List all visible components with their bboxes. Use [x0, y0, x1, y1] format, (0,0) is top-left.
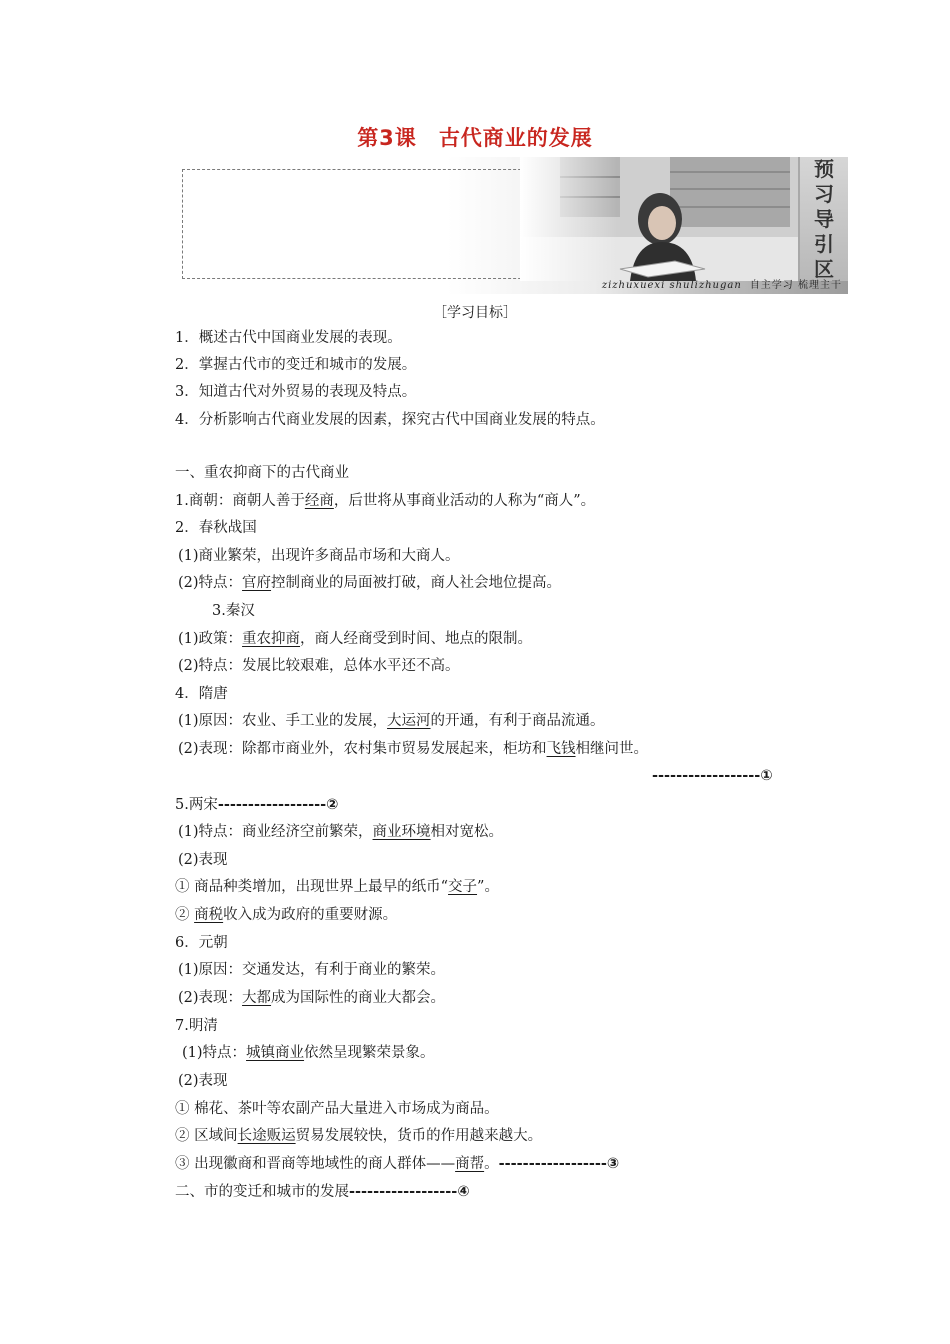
blank-answer: 交子 [448, 879, 478, 895]
text-line: (1)原因：农业、手工业的发展，大运河的开通，有利于商品流通。 [178, 713, 605, 729]
blank-answer: 商业环境 [372, 824, 431, 840]
lesson-number: 第3课 [357, 126, 417, 150]
subheading: 7.明清 [175, 1018, 218, 1034]
subheading: 4．隋唐 [175, 686, 228, 702]
text-line: ③ 出现徽商和晋商等地域性的商人群体——商帮。------------------③ [175, 1156, 620, 1172]
preview-section-label: 预 习 导 引 区 [800, 157, 848, 281]
goal-item: 3．知道古代对外贸易的表现及特点。 [175, 384, 417, 400]
student-reading-photo [520, 157, 798, 281]
goal-item: 2．掌握古代市的变迁和城市的发展。 [175, 357, 417, 373]
banner-caption: zizhuxuexi shulizhugan 自主学习 梳理主干 [601, 280, 842, 291]
goals-heading: ［学习目标］ [433, 305, 517, 321]
text-line: (2)表现：大都成为国际性的商业大都会。 [178, 990, 446, 1006]
blank-answer: 重农抑商 [242, 631, 301, 647]
text-line: 1.商朝：商朝人善于经商，后世将从事商业活动的人称为“商人”。 [175, 493, 596, 509]
text-line: (1)特点：城镇商业依然呈现繁荣景象。 [182, 1045, 435, 1061]
blank-answer: 大运河 [387, 713, 431, 729]
text-line: (2)表现：除都市商业外，农村集市贸易发展起来，柜坊和飞钱相继问世。 [178, 741, 649, 757]
page-title [0, 122, 950, 152]
section-heading: 一、重农抑商下的古代商业 [175, 465, 349, 481]
section-marker-3: ------------------③ [498, 1156, 620, 1172]
text-line: ② 区域间长途贩运贸易发展较快，货币的作用越来越大。 [175, 1128, 543, 1144]
preview-banner [180, 157, 848, 294]
text-line: (1)特点：商业经济空前繁荣，商业环境相对宽松。 [178, 824, 504, 840]
text-line: (2)特点：官府控制商业的局面被打破，商人社会地位提高。 [178, 575, 562, 591]
text-line: (1)原因：交通发达，有利于商业的繁荣。 [178, 962, 446, 978]
section-heading: 二、市的变迁和城市的发展------------------④ [175, 1184, 470, 1200]
section-marker-4: ------------------④ [349, 1184, 470, 1200]
goal-item: 1．概述古代中国商业发展的表现。 [175, 330, 402, 346]
text-line: ② 商税收入成为政府的重要财源。 [175, 907, 398, 923]
text-line: ① 商品种类增加，出现世界上最早的纸币“交子”。 [175, 879, 499, 895]
subheading: 5.两宋------------------② [175, 797, 339, 813]
text-line: (1)政策：重农抑商，商人经商受到时间、地点的限制。 [178, 631, 533, 647]
subheading: 3.秦汉 [212, 603, 255, 619]
subheading: 2．春秋战国 [175, 520, 257, 536]
blank-answer: 经商 [304, 493, 334, 509]
subheading: 6．元朝 [175, 935, 228, 951]
blank-answer: 长途贩运 [237, 1128, 296, 1144]
blank-answer: 商帮 [455, 1156, 485, 1172]
blank-answer: 城镇商业 [246, 1045, 305, 1061]
blank-answer: 飞钱 [546, 741, 576, 757]
section-marker-1: ------------------① [652, 768, 773, 784]
text-line: ① 棉花、茶叶等农副产品大量进入市场成为商品。 [175, 1101, 499, 1117]
section-marker-2: ------------------② [217, 797, 339, 813]
text-line: (2)特点：发展比较艰难，总体水平还不高。 [178, 658, 460, 674]
text-line: (1)商业繁荣，出现许多商品市场和大商人。 [178, 548, 460, 564]
text-line: (2)表现 [178, 852, 228, 868]
lesson-name: 古代商业的发展 [438, 126, 593, 150]
blank-answer: 大都 [242, 990, 272, 1006]
blank-answer: 官府 [242, 575, 272, 591]
blank-answer: 商税 [194, 907, 224, 923]
goal-item: 4．分析影响古代商业发展的因素，探究古代中国商业发展的特点。 [175, 412, 605, 428]
text-line: (2)表现 [178, 1073, 228, 1089]
